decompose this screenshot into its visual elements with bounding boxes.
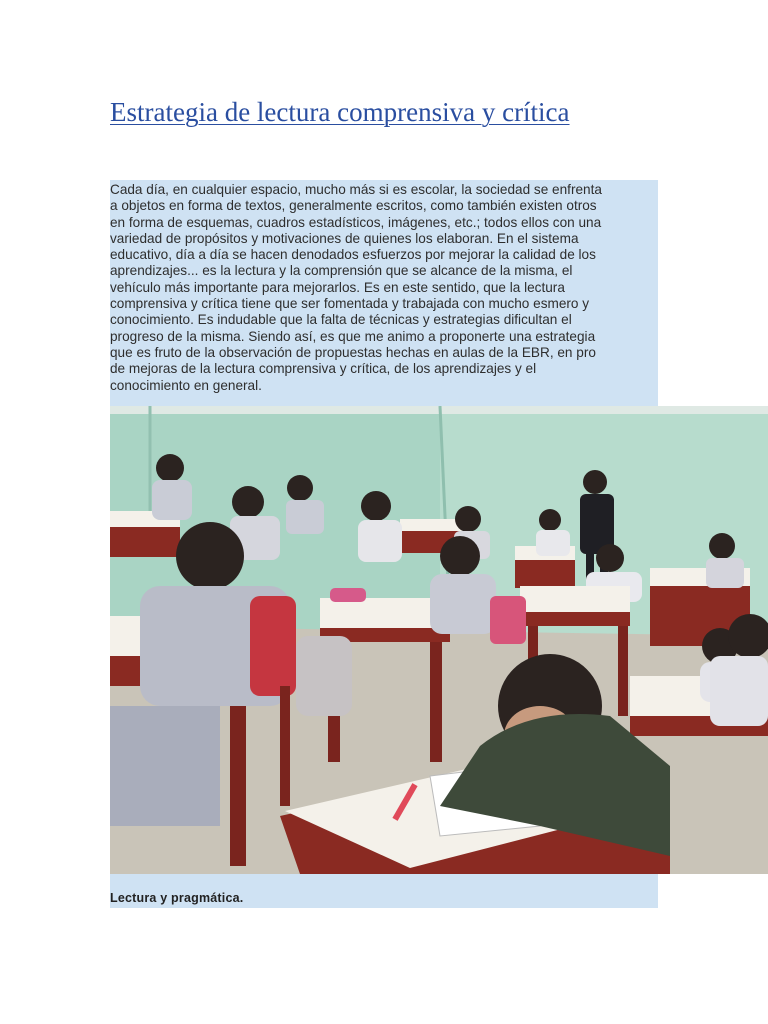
photo-caption: Lectura y pragmática. (110, 891, 244, 905)
article-body-text: Cada día, en cualquier espacio, mucho más si es escolar, la sociedad se enfrenta a objetos en forma de textos, generalmente escritos, como también existen otros en forma de esquemas, cuadros estadísticos, imágenes, etc.; todos ellos con una variedad de propósitos y motivaciones de quienes los elaboran. En el sistema educativo, día a día se hacen denodados esfuerzos por mejorar la calidad de los aprendizajes... es la lectura y la comprensión que se alcance de la misma, el vehículo más importante para mejorarlos. Es en este sentido, que la lectura comprensiva y crítica tiene que ser fomentada y trabajada con mucho esmero y conocimiento. Es indudable que la falta de técnicas y estrategias dificultan el progreso de la misma. Siendo así, es que me animo a proponerte una estrategia que es fruto de la observación de propuestas hechas en aulas de la EBR, en pro de mejoras de la lectura comprensiva y crítica, de los aprendizajes y el conocimiento en general. (110, 182, 602, 393)
caption-block (110, 874, 658, 908)
article-title[interactable]: Estrategia de lectura comprensiva y crítica (110, 97, 570, 127)
article-body-block (110, 180, 658, 406)
classroom-photo (110, 406, 768, 874)
